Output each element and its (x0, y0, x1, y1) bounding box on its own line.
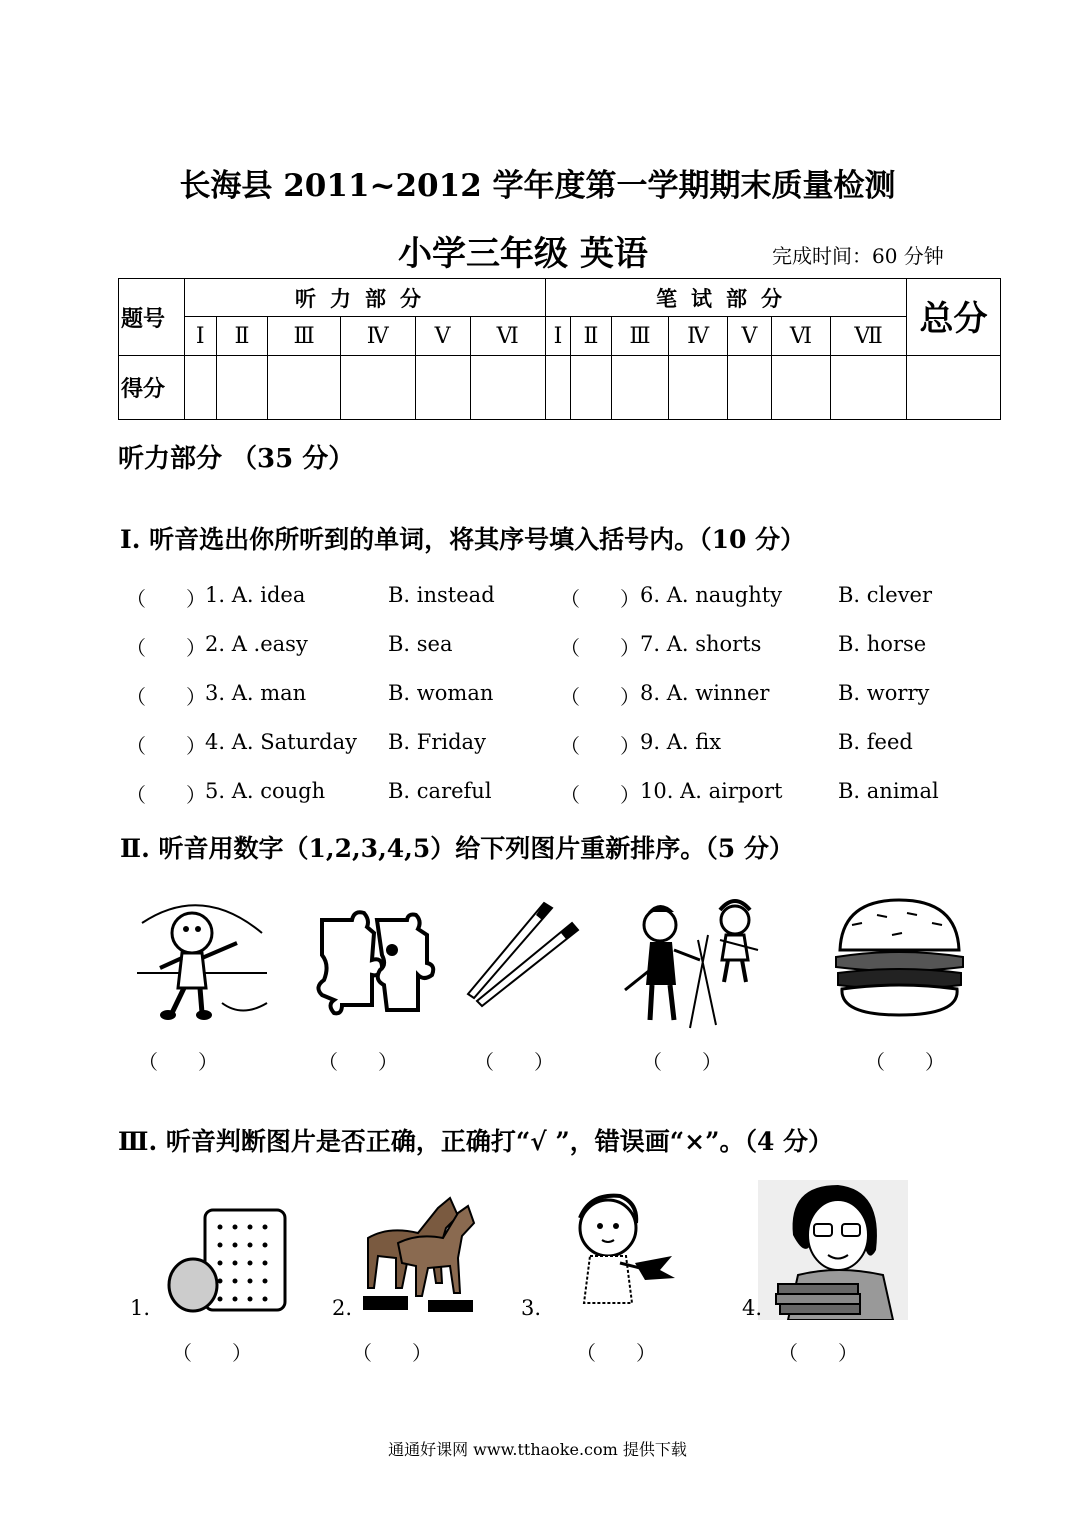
answer-blank[interactable]: （ ） (126, 783, 206, 807)
question-option-b: B. careful (388, 779, 492, 803)
score-table (118, 278, 1001, 420)
section3-heading: Ⅲ. 听音判断图片是否正确，正确打“√ ”，错误画“×”。（4 分） (118, 1127, 834, 1156)
score-cell[interactable] (415, 356, 470, 420)
girl-with-bird-icon (560, 1188, 680, 1318)
question-option-b: B. animal (838, 779, 939, 803)
written-number: Ⅱ (570, 317, 611, 356)
footer-source: 通通好课网 www.tthaoke.com 提供下载 (388, 1440, 687, 1459)
answer-blank[interactable]: （ ） (126, 685, 206, 709)
judge-answer-blank[interactable]: （ ） (778, 1341, 858, 1365)
listening-number: Ⅲ (268, 317, 340, 356)
picture-number: 3. (521, 1296, 542, 1320)
score-cell[interactable] (728, 356, 771, 420)
score-cell[interactable] (669, 356, 728, 420)
kids-skiing-icon (620, 890, 780, 1030)
listening-heading: 听力部分 （35 分） (118, 444, 355, 474)
written-number: Ⅰ (545, 317, 570, 356)
question-option-b: B. Friday (388, 730, 486, 754)
picture-number: 4. (742, 1296, 763, 1320)
written-number: Ⅳ (669, 317, 728, 356)
question-option-a: 8. A. winner (640, 681, 770, 705)
score-cell[interactable] (611, 356, 668, 420)
listening-number: Ⅳ (340, 317, 415, 356)
question-option-b: B. feed (838, 730, 913, 754)
question-option-a: 3. A. man (205, 681, 307, 705)
question-option-b: B. horse (838, 632, 927, 656)
time-note: 完成时间：60 分钟 (772, 244, 944, 268)
question-option-a: 5. A. cough (205, 779, 326, 803)
listening-number: Ⅰ (185, 317, 217, 356)
boy-running-icon (132, 893, 272, 1028)
question-option-a: 9. A. fix (640, 730, 722, 754)
written-part-header: 笔试部分 (545, 279, 906, 317)
question-option-a: 10. A. airport (640, 779, 783, 803)
score-cell[interactable] (570, 356, 611, 420)
score-cell[interactable] (831, 356, 907, 420)
score-cell[interactable] (185, 356, 217, 420)
score-row-label: 得分 (119, 356, 185, 420)
score-cell[interactable] (268, 356, 340, 420)
exam-title: 长海县 2011~2012 学年度第一学期期末质量检测 (179, 168, 896, 204)
answer-blank[interactable]: （ ） (560, 783, 640, 807)
written-number: Ⅶ (831, 317, 907, 356)
score-cell[interactable] (216, 356, 268, 420)
written-number: Ⅵ (771, 317, 831, 356)
score-cell[interactable] (470, 356, 545, 420)
question-option-a: 2. A .easy (205, 632, 308, 656)
score-cell[interactable] (771, 356, 831, 420)
answer-blank[interactable]: （ ） (560, 685, 640, 709)
question-option-a: 1. A. idea (205, 583, 306, 607)
judge-answer-blank[interactable]: （ ） (172, 1341, 252, 1365)
question-option-a: 4. A. Saturday (205, 730, 357, 754)
picture-number: 1. (130, 1296, 151, 1320)
order-answer-blank[interactable]: （ ） (474, 1050, 554, 1074)
section1-heading: Ⅰ. 听音选出你所听到的单词，将其序号填入括号内。（10 分） (120, 525, 806, 554)
listening-number: Ⅴ (415, 317, 470, 356)
total-score-label: 总分 (907, 279, 1001, 356)
listening-part-header: 听力部分 (185, 279, 546, 317)
teacher-with-books-icon (758, 1180, 908, 1320)
order-answer-blank[interactable]: （ ） (318, 1050, 398, 1074)
question-option-a: 7. A. shorts (640, 632, 762, 656)
hamburger-icon (832, 895, 967, 1020)
listening-number: Ⅵ (470, 317, 545, 356)
section2-heading: Ⅱ. 听音用数字（1,2,3,4,5）给下列图片重新排序。（5 分） (120, 834, 794, 863)
order-answer-blank[interactable]: （ ） (865, 1050, 945, 1074)
question-option-b: B. sea (388, 632, 453, 656)
chopsticks-icon (462, 898, 582, 1010)
order-answer-blank[interactable]: （ ） (138, 1050, 218, 1074)
written-number: Ⅲ (611, 317, 668, 356)
horses-icon (358, 1188, 478, 1316)
exam-subtitle: 小学三年级 英语 (398, 234, 648, 274)
total-score-cell[interactable] (907, 356, 1001, 420)
judge-answer-blank[interactable]: （ ） (576, 1341, 656, 1365)
question-option-a: 6. A. naughty (640, 583, 783, 607)
answer-blank[interactable]: （ ） (126, 734, 206, 758)
answer-blank[interactable]: （ ） (560, 636, 640, 660)
listening-number: Ⅱ (216, 317, 268, 356)
answer-blank[interactable]: （ ） (126, 636, 206, 660)
answer-blank[interactable]: （ ） (560, 587, 640, 611)
score-cell[interactable] (340, 356, 415, 420)
answer-blank[interactable]: （ ） (560, 734, 640, 758)
written-number: Ⅴ (728, 317, 771, 356)
order-answer-blank[interactable]: （ ） (642, 1050, 722, 1074)
score-cell[interactable] (545, 356, 570, 420)
biscuits-icon (165, 1205, 290, 1315)
question-option-b: B. clever (838, 583, 933, 607)
picture-number: 2. (332, 1296, 353, 1320)
question-number-label: 题号 (119, 279, 185, 356)
judge-answer-blank[interactable]: （ ） (352, 1341, 432, 1365)
question-option-b: B. instead (388, 583, 495, 607)
question-option-b: B. woman (388, 681, 494, 705)
answer-blank[interactable]: （ ） (126, 587, 206, 611)
question-option-b: B. worry (838, 681, 930, 705)
puzzle-pieces-icon (312, 905, 437, 1025)
